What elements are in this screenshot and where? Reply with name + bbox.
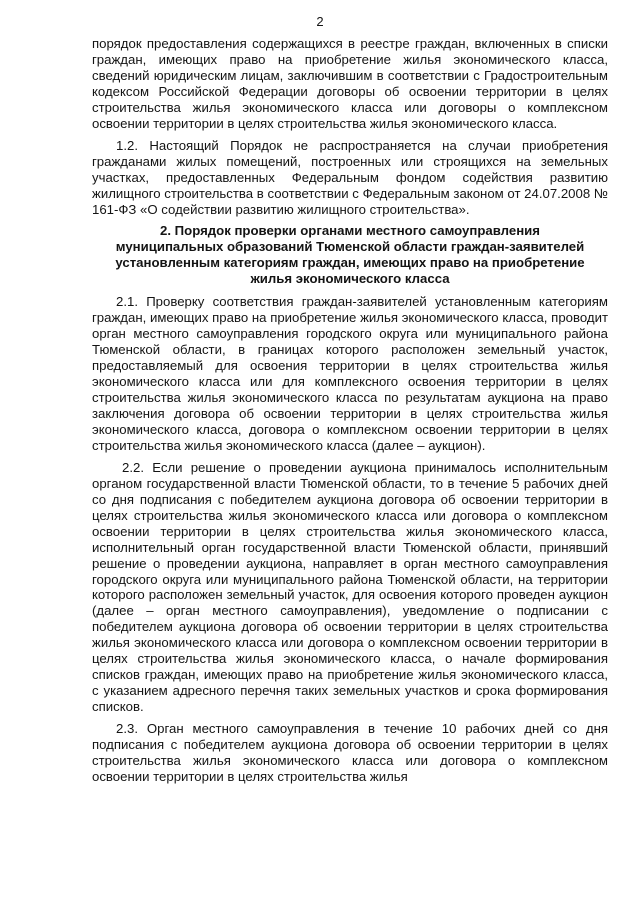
paragraph-1-2: 1.2. Настоящий Порядок не распространяется на случаи приобретения гражданами жилых помещений, построенных или строящихся на земельных участках, предоставленных Федеральным фондом содействия развитию жилищного строительства в соответствии с Федеральным законом от 24.07.2008 № 161-ФЗ «О содействии развитию жилищного строительства». <box>92 137 608 217</box>
page-number: 2 <box>316 14 324 29</box>
section-2-heading <box>92 223 608 287</box>
paragraph-2-1: 2.1. Проверку соответствия граждан-заявителей установленным категориям граждан, имеющих право на приобретение жилья экономического класса, проводит орган местного самоуправления городского округа или муниципального района Тюменской области, в границах которого расположен земельный участок, предоставляемый для освоения территории в целях строительства жилья экономического класса или для комплексного освоения территории в целях строительства жилья экономического класса по результатам аукциона на право заключения договора об освоении территории в целях строительства жилья экономического класса, договора о комплексном освоении территории в целях строительства жилья экономического класса (далее – аукцион). <box>92 294 608 453</box>
section-heading-line: установленным категориям граждан, имеющих право на приобретение <box>115 255 585 271</box>
paragraph-2-3: 2.3. Орган местного самоуправления в течение 10 рабочих дней со дня подписания с победителем аукциона договора об освоении территории в целях строительства жилья экономического класса или договора о комплексном освоении территории в целях строительства жилья <box>92 721 608 784</box>
section-heading-line: муниципальных образований Тюменской области граждан-заявителей <box>115 239 585 255</box>
section-heading-line: 2. Порядок проверки органами местного самоуправления <box>160 223 540 239</box>
paragraph-2-2: 2.2. Если решение о проведении аукциона принималось исполнительным органом государственной власти Тюменской области, то в течение 5 рабочих дней со дня подписания с победителем аукциона договора об освоении территории в целях строительства жилья экономического класса или договора о комплексном освоении территории в целях строительства жилья экономического класса, исполнительный орган государственной власти Тюменской области, принявший решение о проведении аукциона, направляет в орган местного самоуправления городского округа или муниципального района Тюменской области, на территории которого расположен земельный участок, для освоения которого проведен аукцион (далее – орган местного самоуправления), уведомление о подписании с победителем аукциона договора об освоении территории в целях строительства жилья экономического класса или договора о комплексном освоении территории в целях строительства жилья экономического класса, о начале формирования списков граждан, имеющих право на приобретение жилья экономического класса, с указанием адресного перечня таких земельных участков и срока формирования списков. <box>92 459 608 715</box>
section-heading-line: жилья экономического класса <box>250 271 450 287</box>
paragraph-intro-continuation: порядок предоставления содержащихся в реестре граждан, включенных в списки граждан, имеющих право на приобретение жилья экономического класса, сведений юридическим лицам, заключившим в соответствии с Градостроительным кодексом Российской Федерации договоры об освоении территории в целях строительства жилья экономического класса или договоры о комплексном освоении территории в целях строительства жилья экономического класса. <box>92 36 608 131</box>
document-body <box>92 36 608 785</box>
